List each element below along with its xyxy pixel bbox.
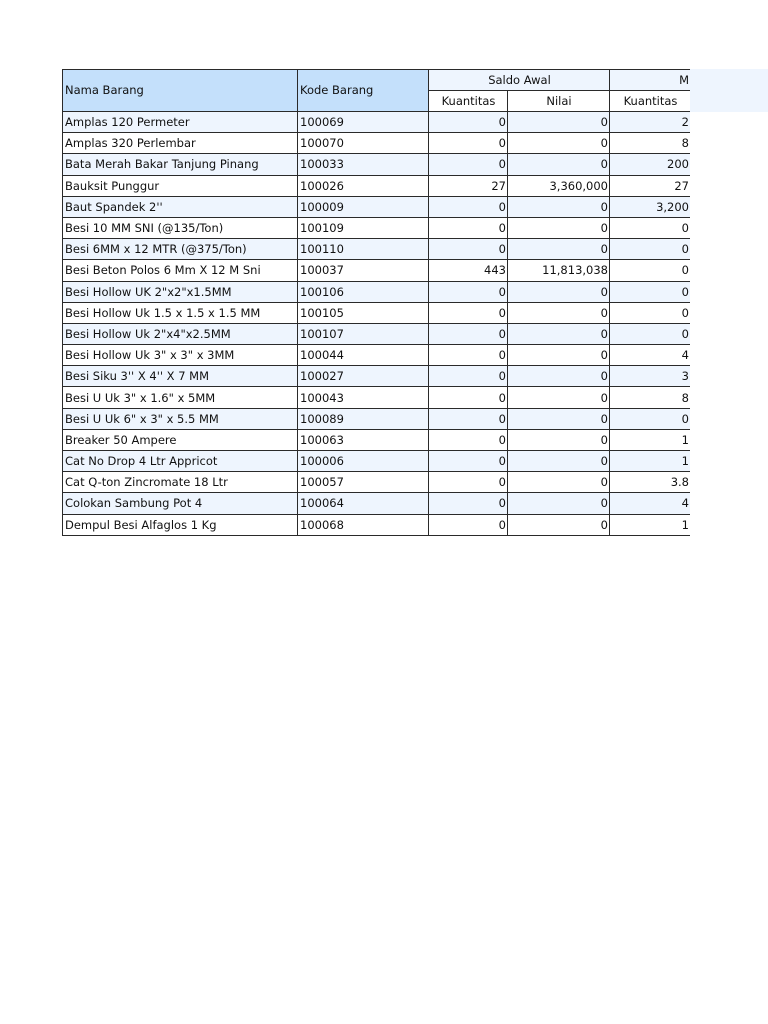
cell-nilai-awal: 0	[508, 493, 610, 514]
cell-nama-barang: Besi 6MM x 12 MTR (@375/Ton)	[63, 239, 298, 260]
header-kuantitas: Kuantitas	[429, 91, 508, 112]
cell-kode-barang: 100026	[298, 175, 429, 196]
table-row	[63, 112, 691, 133]
cell-kode-barang: 100068	[298, 514, 429, 535]
cell-kuantitas-awal: 0	[429, 472, 508, 493]
cell-kode-barang: 100110	[298, 239, 429, 260]
header-nama-barang: Nama Barang	[63, 70, 298, 112]
table-row	[63, 196, 691, 217]
cell-kuantitas-awal: 0	[429, 217, 508, 238]
cell-kuantitas-masuk: 0	[610, 239, 691, 260]
cell-nama-barang: Cat No Drop 4 Ltr Appricot	[63, 451, 298, 472]
cell-kode-barang: 100070	[298, 133, 429, 154]
cell-kuantitas-awal: 0	[429, 408, 508, 429]
cell-kode-barang: 100044	[298, 345, 429, 366]
cell-kuantitas-masuk: 0	[610, 302, 691, 323]
stock-table	[62, 69, 690, 536]
table-row	[63, 429, 691, 450]
cell-kode-barang: 100009	[298, 196, 429, 217]
table-row	[63, 387, 691, 408]
cell-kode-barang: 100057	[298, 472, 429, 493]
cell-kuantitas-masuk: 1	[610, 514, 691, 535]
cell-nama-barang: Bauksit Punggur	[63, 175, 298, 196]
cell-kuantitas-awal: 0	[429, 133, 508, 154]
cell-kuantitas-masuk: 4	[610, 345, 691, 366]
cell-kode-barang: 100107	[298, 323, 429, 344]
header-kuantitas-2: Kuantitas	[610, 91, 691, 112]
cell-kuantitas-masuk: 1	[610, 429, 691, 450]
cell-nama-barang: Amplas 320 Perlembar	[63, 133, 298, 154]
cell-nilai-awal: 0	[508, 154, 610, 175]
cell-kode-barang: 100069	[298, 112, 429, 133]
cell-nama-barang: Cat Q-ton Zincromate 18 Ltr	[63, 472, 298, 493]
table-row	[63, 366, 691, 387]
cell-nama-barang: Besi U Uk 3" x 1.6" x 5MM	[63, 387, 298, 408]
cell-nilai-awal: 0	[508, 112, 610, 133]
table-row	[63, 451, 691, 472]
cell-kuantitas-masuk: 3.8	[610, 472, 691, 493]
cell-nilai-awal: 0	[508, 408, 610, 429]
cell-nilai-awal: 0	[508, 133, 610, 154]
cell-kode-barang: 100063	[298, 429, 429, 450]
cell-nama-barang: Colokan Sambung Pot 4	[63, 493, 298, 514]
cell-kuantitas-masuk: 3	[610, 366, 691, 387]
cell-nilai-awal: 0	[508, 217, 610, 238]
cell-nama-barang: Bata Merah Bakar Tanjung Pinang	[63, 154, 298, 175]
table-body	[63, 112, 691, 536]
cell-nama-barang: Besi Beton Polos 6 Mm X 12 M Sni	[63, 260, 298, 281]
cell-kuantitas-awal: 0	[429, 196, 508, 217]
cell-kuantitas-masuk: 8	[610, 133, 691, 154]
cell-nama-barang: Besi Hollow UK 2"x2"x1.5MM	[63, 281, 298, 302]
cell-nama-barang: Breaker 50 Ampere	[63, 429, 298, 450]
cell-kuantitas-awal: 0	[429, 154, 508, 175]
cell-kuantitas-awal: 0	[429, 493, 508, 514]
cell-nilai-awal: 0	[508, 429, 610, 450]
cell-kuantitas-masuk: 0	[610, 408, 691, 429]
cell-kode-barang: 100105	[298, 302, 429, 323]
cell-kuantitas-masuk: 27	[610, 175, 691, 196]
table-row	[63, 472, 691, 493]
cell-nilai-awal: 0	[508, 451, 610, 472]
table-row	[63, 345, 691, 366]
cell-kuantitas-awal: 0	[429, 429, 508, 450]
cell-kuantitas-masuk: 0	[610, 260, 691, 281]
cell-kuantitas-masuk: 8	[610, 387, 691, 408]
cell-nama-barang: Besi U Uk 6" x 3" x 5.5 MM	[63, 408, 298, 429]
cell-kode-barang: 100109	[298, 217, 429, 238]
header-group-truncated: M	[610, 70, 691, 91]
cell-nilai-awal: 0	[508, 323, 610, 344]
table-row	[63, 154, 691, 175]
cell-nama-barang: Besi Hollow Uk 3" x 3" x 3MM	[63, 345, 298, 366]
cell-kuantitas-awal: 0	[429, 281, 508, 302]
cell-kuantitas-awal: 0	[429, 345, 508, 366]
cell-nilai-awal: 0	[508, 345, 610, 366]
table-row	[63, 323, 691, 344]
table-row	[63, 239, 691, 260]
cell-nilai-awal: 0	[508, 281, 610, 302]
cell-kode-barang: 100006	[298, 451, 429, 472]
cell-kode-barang: 100027	[298, 366, 429, 387]
cell-nama-barang: Amplas 120 Permeter	[63, 112, 298, 133]
cell-nilai-awal: 11,813,038	[508, 260, 610, 281]
cell-kuantitas-awal: 27	[429, 175, 508, 196]
cell-nilai-awal: 0	[508, 472, 610, 493]
cell-kuantitas-masuk: 1	[610, 451, 691, 472]
header-overflow-fill	[690, 69, 768, 112]
table-row	[63, 133, 691, 154]
cell-kuantitas-awal: 0	[429, 239, 508, 260]
table-row	[63, 260, 691, 281]
cell-kode-barang: 100037	[298, 260, 429, 281]
table-row	[63, 281, 691, 302]
cell-kode-barang: 100064	[298, 493, 429, 514]
cell-kuantitas-awal: 0	[429, 323, 508, 344]
cell-nilai-awal: 0	[508, 239, 610, 260]
table-row	[63, 175, 691, 196]
header-nilai: Nilai	[508, 91, 610, 112]
cell-nilai-awal: 0	[508, 366, 610, 387]
cell-nama-barang: Baut Spandek 2''	[63, 196, 298, 217]
cell-nama-barang: Besi Hollow Uk 1.5 x 1.5 x 1.5 MM	[63, 302, 298, 323]
header-saldo-awal: Saldo Awal	[429, 70, 610, 91]
cell-nilai-awal: 0	[508, 387, 610, 408]
header-kode-barang: Kode Barang	[298, 70, 429, 112]
cell-kuantitas-awal: 0	[429, 514, 508, 535]
cell-nama-barang: Dempul Besi Alfaglos 1 Kg	[63, 514, 298, 535]
cell-kuantitas-awal: 0	[429, 387, 508, 408]
cell-nilai-awal: 0	[508, 302, 610, 323]
cell-kuantitas-masuk: 0	[610, 323, 691, 344]
cell-kuantitas-awal: 0	[429, 112, 508, 133]
cell-kuantitas-masuk: 3,200	[610, 196, 691, 217]
cell-kuantitas-masuk: 0	[610, 217, 691, 238]
table-row	[63, 514, 691, 535]
cell-nilai-awal: 3,360,000	[508, 175, 610, 196]
cell-kuantitas-awal: 443	[429, 260, 508, 281]
table-row	[63, 302, 691, 323]
cell-nama-barang: Besi Siku 3'' X 4'' X 7 MM	[63, 366, 298, 387]
cell-kode-barang: 100033	[298, 154, 429, 175]
cell-nilai-awal: 0	[508, 196, 610, 217]
cell-nama-barang: Besi Hollow Uk 2"x4"x2.5MM	[63, 323, 298, 344]
cell-kuantitas-masuk: 4	[610, 493, 691, 514]
cell-kode-barang: 100089	[298, 408, 429, 429]
table-row	[63, 493, 691, 514]
cell-kuantitas-masuk: 0	[610, 281, 691, 302]
cell-kode-barang: 100043	[298, 387, 429, 408]
cell-kuantitas-masuk: 200	[610, 154, 691, 175]
cell-kuantitas-awal: 0	[429, 366, 508, 387]
cell-nama-barang: Besi 10 MM SNI (@135/Ton)	[63, 217, 298, 238]
table-row	[63, 217, 691, 238]
cell-kuantitas-awal: 0	[429, 451, 508, 472]
cell-kode-barang: 100106	[298, 281, 429, 302]
cell-kuantitas-masuk: 2	[610, 112, 691, 133]
table-row	[63, 408, 691, 429]
stock-report-sheet	[62, 69, 690, 540]
cell-kuantitas-awal: 0	[429, 302, 508, 323]
cell-nilai-awal: 0	[508, 514, 610, 535]
